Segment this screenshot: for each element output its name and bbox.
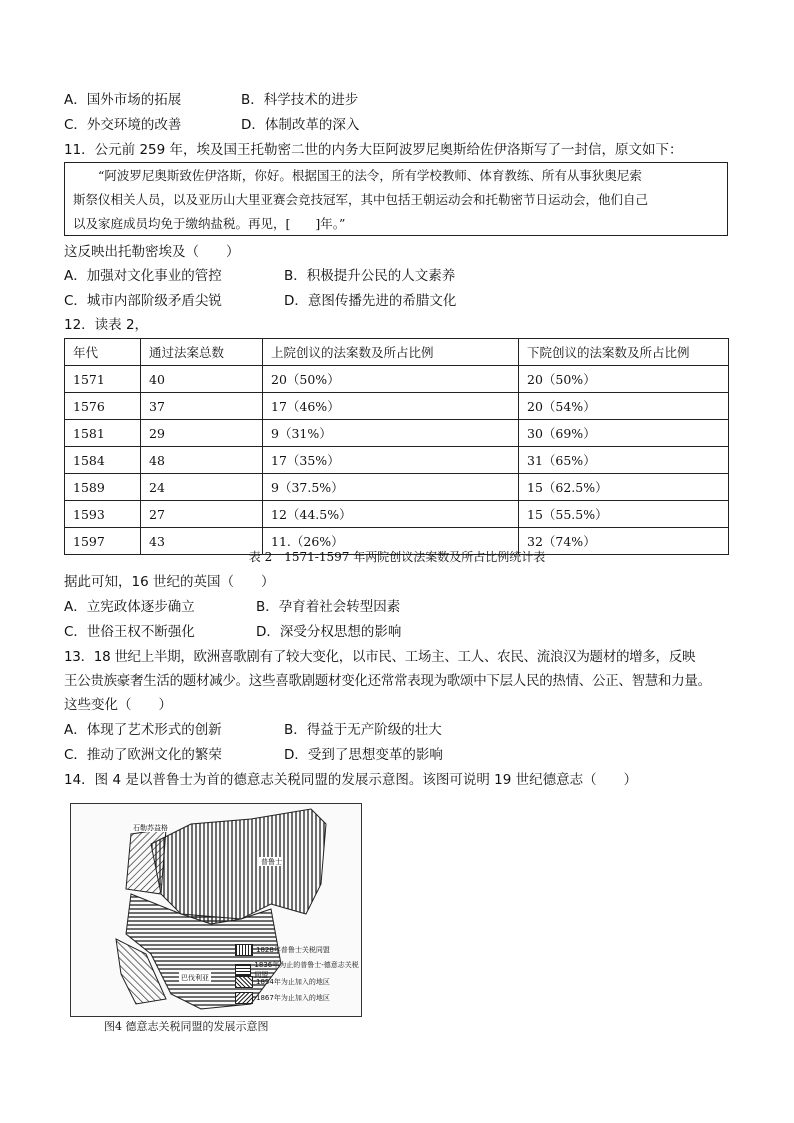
- table-cell: 43: [141, 528, 263, 555]
- table-cell: 1593: [65, 501, 141, 528]
- q10-option-d[interactable]: D．体制改革的深入: [241, 117, 360, 133]
- table-cell: 20（50%）: [519, 366, 729, 393]
- table-row: [65, 501, 729, 528]
- q10-option-a[interactable]: A．国外市场的拓展: [64, 92, 182, 108]
- q11-quote-box: [64, 162, 728, 236]
- legend-item: [235, 992, 330, 1004]
- q12-question: 据此可知，16 世纪的英国（ ）: [64, 574, 275, 590]
- table-header: 年代: [65, 339, 141, 366]
- legend-label: 1854年为止加入的地区: [256, 978, 330, 986]
- q13-option-b[interactable]: B．得益于无产阶级的壮大: [284, 722, 442, 738]
- legend-item: [235, 944, 330, 956]
- q12-option-a[interactable]: A．立宪政体逐步确立: [64, 599, 195, 615]
- customs-union-map: [70, 803, 362, 1017]
- table-cell: 48: [141, 447, 263, 474]
- north-region: [126, 829, 166, 894]
- legend-label: 1828年普鲁士关税同盟: [256, 946, 330, 954]
- map-label: 石勒苏益格: [133, 824, 168, 832]
- table-row: [65, 474, 729, 501]
- q11-option-a[interactable]: A．加强对文化事业的管控: [64, 268, 222, 284]
- table-cell: 1589: [65, 474, 141, 501]
- table-cell: 1571: [65, 366, 141, 393]
- table-cell: 20（54%）: [519, 393, 729, 420]
- q12-stem: 12．读表 2，: [64, 317, 149, 333]
- table-header: 通过法案总数: [141, 339, 263, 366]
- q11-option-d[interactable]: D．意图传播先进的希腊文化: [284, 293, 457, 309]
- table-cell: 37: [141, 393, 263, 420]
- map-label: 巴伐利亚: [181, 974, 209, 982]
- quote-line: “阿波罗尼奥斯致佐伊洛斯，你好。根据国王的法令，所有学校教师、体育教练、所有从事狄奥尼索: [98, 168, 642, 183]
- table-cell: 20（50%）: [263, 366, 519, 393]
- q11-stem: 11．公元前 259 年，埃及国王托勒密二世的内务大臣阿波罗尼奥斯给佐伊洛斯写了一封信，原文如下：: [64, 142, 683, 158]
- q10-option-b[interactable]: B．科学技术的进步: [241, 92, 359, 108]
- q13-question: 这些变化（ ）: [64, 697, 172, 713]
- q13-option-d[interactable]: D．受到了思想变革的影响: [284, 747, 443, 763]
- q12-table: [64, 338, 729, 555]
- table-header: 下院创议的法案数及所占比例: [519, 339, 729, 366]
- legend-swatch-horizontal: [235, 964, 251, 976]
- table-row: [65, 420, 729, 447]
- table-cell: 31（65%）: [519, 447, 729, 474]
- prussia-region: [151, 809, 326, 924]
- table-cell: 1597: [65, 528, 141, 555]
- table-cell: 27: [141, 501, 263, 528]
- table-caption: 表 2 1571-1597 年两院创议法案数及所占比例统计表: [248, 550, 546, 564]
- map-caption: 图4 德意志关税同盟的发展示意图: [104, 1020, 269, 1033]
- table-cell: 17（46%）: [263, 393, 519, 420]
- legend-item: [235, 976, 330, 988]
- q13-option-c[interactable]: C．推动了欧洲文化的繁荣: [64, 747, 222, 763]
- table-cell: 40: [141, 366, 263, 393]
- legend-swatch-vertical: [235, 944, 253, 956]
- legend-label: 1867年为止加入的地区: [256, 994, 330, 1002]
- quote-line: 斯祭仪相关人员，以及亚历山大里亚赛会竞技冠军，其中包括王朝运动会和托勒密节日运动会，他们自己: [73, 192, 649, 207]
- q13-stem-line2: 王公贵族豪奢生活的题材减少。这些喜歌剧题材变化还常常表现为歌颂中下层人民的热情、公正、智慧和力量。: [64, 673, 711, 689]
- table-row: [65, 447, 729, 474]
- q11-question: 这反映出托勒密埃及（ ）: [64, 244, 240, 260]
- table-cell: 1584: [65, 447, 141, 474]
- table-cell: 24: [141, 474, 263, 501]
- table-row: [65, 366, 729, 393]
- table-cell: 12（44.5%）: [263, 501, 519, 528]
- table-cell: 9（37.5%）: [263, 474, 519, 501]
- table-cell: 17（35%）: [263, 447, 519, 474]
- q12-option-b[interactable]: B．孕育着社会转型因素: [256, 599, 401, 615]
- table-cell: 11.（26%）: [263, 528, 519, 555]
- q13-stem-line1: 13．18 世纪上半期，欧洲喜歌剧有了较大变化，以市民、工场主、工人、农民、流浪汉为题材的增多，反映: [64, 649, 696, 665]
- table-cell: 9（31%）: [263, 420, 519, 447]
- table-cell: 30（69%）: [519, 420, 729, 447]
- quote-line: 以及家庭成员均免于缴纳盐税。再见，[ ]年。”: [73, 216, 346, 231]
- legend-label: 1836年为止的普鲁士-德意志关税同盟: [254, 961, 359, 979]
- q12-option-c[interactable]: C．世俗王权不断强化: [64, 624, 195, 640]
- q12-option-d[interactable]: D．深受分权思想的影响: [256, 624, 402, 640]
- q11-option-b[interactable]: B．积极提升公民的人文素养: [284, 268, 456, 284]
- table-cell: 15（55.5%）: [519, 501, 729, 528]
- q13-option-a[interactable]: A．体现了艺术形式的创新: [64, 722, 222, 738]
- table-cell: 1581: [65, 420, 141, 447]
- table-cell: 32（74%）: [519, 528, 729, 555]
- table-cell: 1576: [65, 393, 141, 420]
- q14-stem: 14．图 4 是以普鲁士为首的德意志关税同盟的发展示意图。该图可说明 19 世纪德意志（ ）: [64, 772, 638, 788]
- table-row: [65, 393, 729, 420]
- map-label: 普鲁士: [261, 858, 282, 866]
- legend-swatch-diagonal: [235, 976, 253, 988]
- table-header: 上院创议的法案数及所占比例: [263, 339, 519, 366]
- table-cell: 15（62.5%）: [519, 474, 729, 501]
- q11-option-c[interactable]: C．城市内部阶级矛盾尖锐: [64, 293, 222, 309]
- q10-option-c[interactable]: C．外交环境的改善: [64, 117, 182, 133]
- legend-swatch-diagonal-reverse: [235, 992, 253, 1004]
- table-cell: 29: [141, 420, 263, 447]
